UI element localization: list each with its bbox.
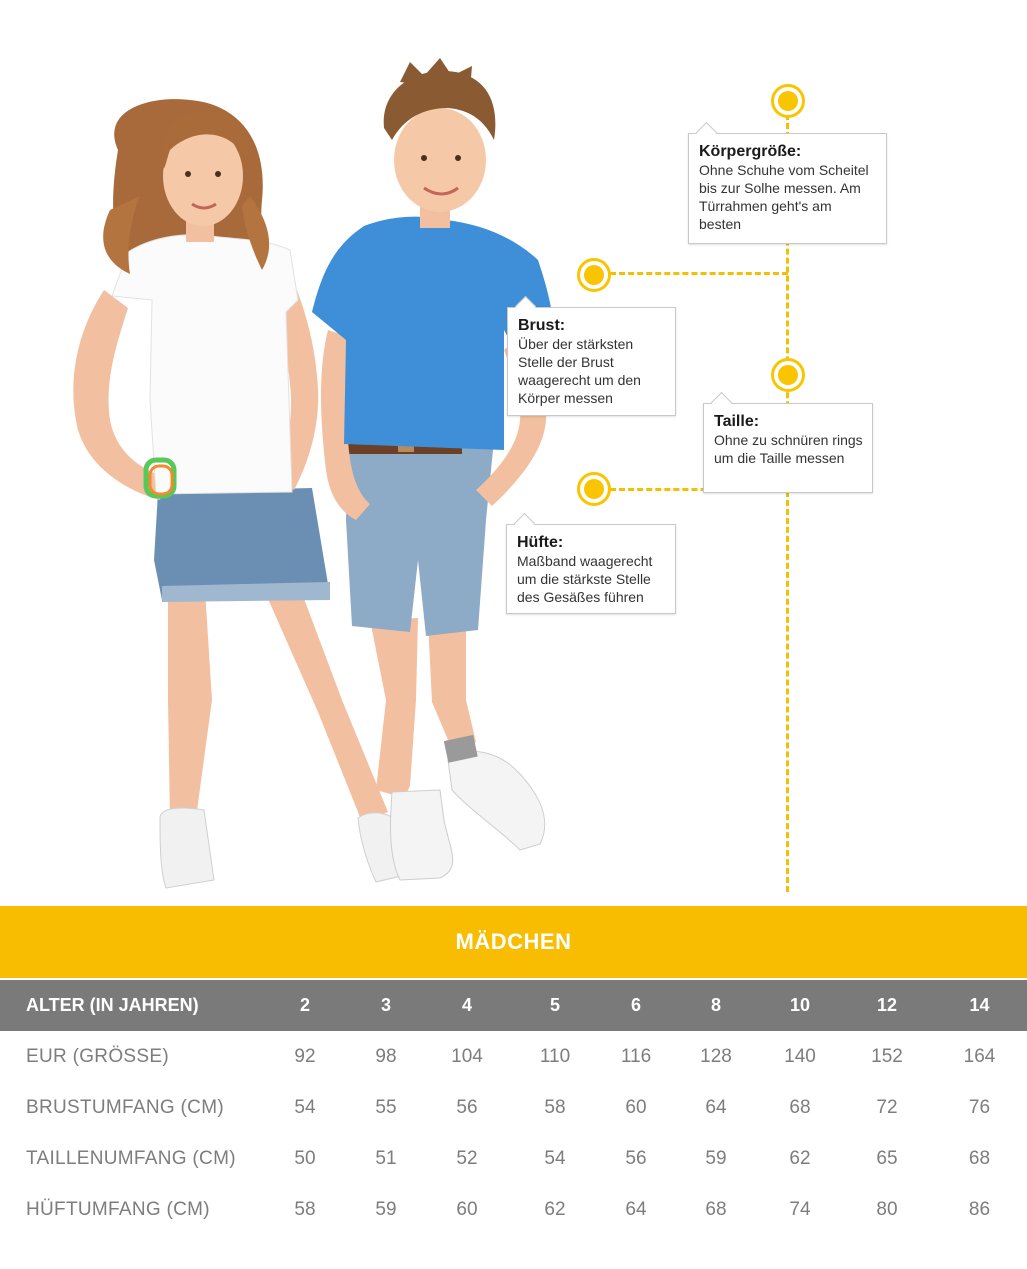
- table-cell: 110: [539, 1045, 571, 1067]
- table-cell: 65: [876, 1147, 898, 1169]
- table-cell: 164: [963, 1045, 996, 1067]
- header-age: 8: [674, 980, 758, 1031]
- table-cell: 140: [784, 1045, 816, 1067]
- table-cell: 59: [375, 1198, 397, 1220]
- header-age: 2: [260, 980, 350, 1031]
- callout-chest-title: Brust:: [518, 317, 566, 334]
- callout-hip: [506, 524, 676, 614]
- table-cell: 54: [544, 1147, 566, 1169]
- header-age: 4: [422, 980, 512, 1031]
- table-cell: 68: [968, 1147, 991, 1169]
- header-age: 5: [512, 980, 598, 1031]
- size-chart-title-bar: [0, 906, 1027, 978]
- table-row: [0, 1082, 1027, 1133]
- table-cell: 68: [789, 1096, 811, 1118]
- table-cell: 55: [375, 1096, 397, 1118]
- table-cell: 60: [625, 1096, 647, 1118]
- size-chart-title: MÄDCHEN: [455, 929, 572, 954]
- table-row: [0, 1031, 1027, 1082]
- callout-height: [688, 133, 887, 244]
- table-cell: 58: [544, 1096, 566, 1118]
- table-cell: 80: [876, 1198, 898, 1220]
- row-label: BRUSTUMFANG (CM): [26, 1096, 224, 1118]
- header-age: 6: [598, 980, 674, 1031]
- header-age: 14: [932, 980, 1027, 1031]
- table-cell: 68: [705, 1198, 727, 1220]
- chest-guide-line: [610, 272, 788, 275]
- row-label: HÜFTUMFANG (CM): [26, 1198, 210, 1220]
- table-cell: 56: [625, 1147, 647, 1169]
- table-cell: 62: [544, 1198, 566, 1220]
- table-cell: 74: [789, 1198, 811, 1220]
- callout-height-title: Körpergröße:: [699, 143, 802, 160]
- header-age: 12: [842, 980, 932, 1031]
- callout-waist: [703, 403, 873, 493]
- table-cell: 59: [705, 1147, 727, 1169]
- callout-waist-title: Taille:: [714, 413, 760, 430]
- table-cell: 56: [456, 1096, 478, 1118]
- callout-waist-text: Ohne zu schnüren rings um die Taille messen: [714, 432, 863, 466]
- table-cell: 152: [871, 1045, 903, 1067]
- height-marker-icon: [771, 84, 805, 118]
- header-age: 10: [758, 980, 842, 1031]
- table-cell: 98: [375, 1045, 397, 1067]
- table-cell: 64: [705, 1096, 727, 1118]
- table-cell: 51: [375, 1147, 397, 1169]
- row-label: EUR (GRÖSSE): [26, 1045, 169, 1067]
- table-row: [0, 1184, 1027, 1235]
- table-cell: 92: [294, 1045, 316, 1067]
- table-row: [0, 1133, 1027, 1184]
- header-age: 3: [350, 980, 422, 1031]
- table-cell: 104: [451, 1045, 483, 1067]
- header-age-label: ALTER (IN JAHREN): [0, 980, 260, 1031]
- callout-height-text: Ohne Schuhe vom Scheitel bis zur Solhe messen. Am Türrahmen geht's am besten: [699, 162, 869, 232]
- table-cell: 50: [294, 1147, 316, 1169]
- table-cell: 128: [700, 1045, 732, 1067]
- table-cell: 62: [789, 1147, 811, 1169]
- hip-marker-icon: [577, 472, 611, 506]
- table-cell: 116: [620, 1045, 652, 1067]
- callout-chest-text: Über der stärksten Stelle der Brust waagerecht um den Körper messen: [518, 336, 641, 406]
- table-cell: 64: [625, 1198, 647, 1220]
- table-cell: 54: [294, 1096, 316, 1118]
- table-header-row: [0, 980, 1027, 1031]
- table-cell: 76: [968, 1096, 991, 1118]
- row-label: TAILLENUMFANG (CM): [26, 1147, 236, 1169]
- callout-chest: [507, 307, 676, 416]
- callout-hip-title: Hüfte:: [517, 534, 564, 551]
- table-cell: 60: [456, 1198, 478, 1220]
- size-chart-table: [0, 980, 1027, 1235]
- table-cell: 86: [968, 1198, 991, 1220]
- callout-hip-text: Maßband waagerecht um die stärkste Stelle des Gesäßes führen: [517, 553, 653, 605]
- table-cell: 72: [876, 1096, 898, 1118]
- table-cell: 52: [456, 1147, 478, 1169]
- chest-marker-icon: [577, 258, 611, 292]
- table-cell: 58: [294, 1198, 316, 1220]
- waist-marker-icon: [771, 358, 805, 392]
